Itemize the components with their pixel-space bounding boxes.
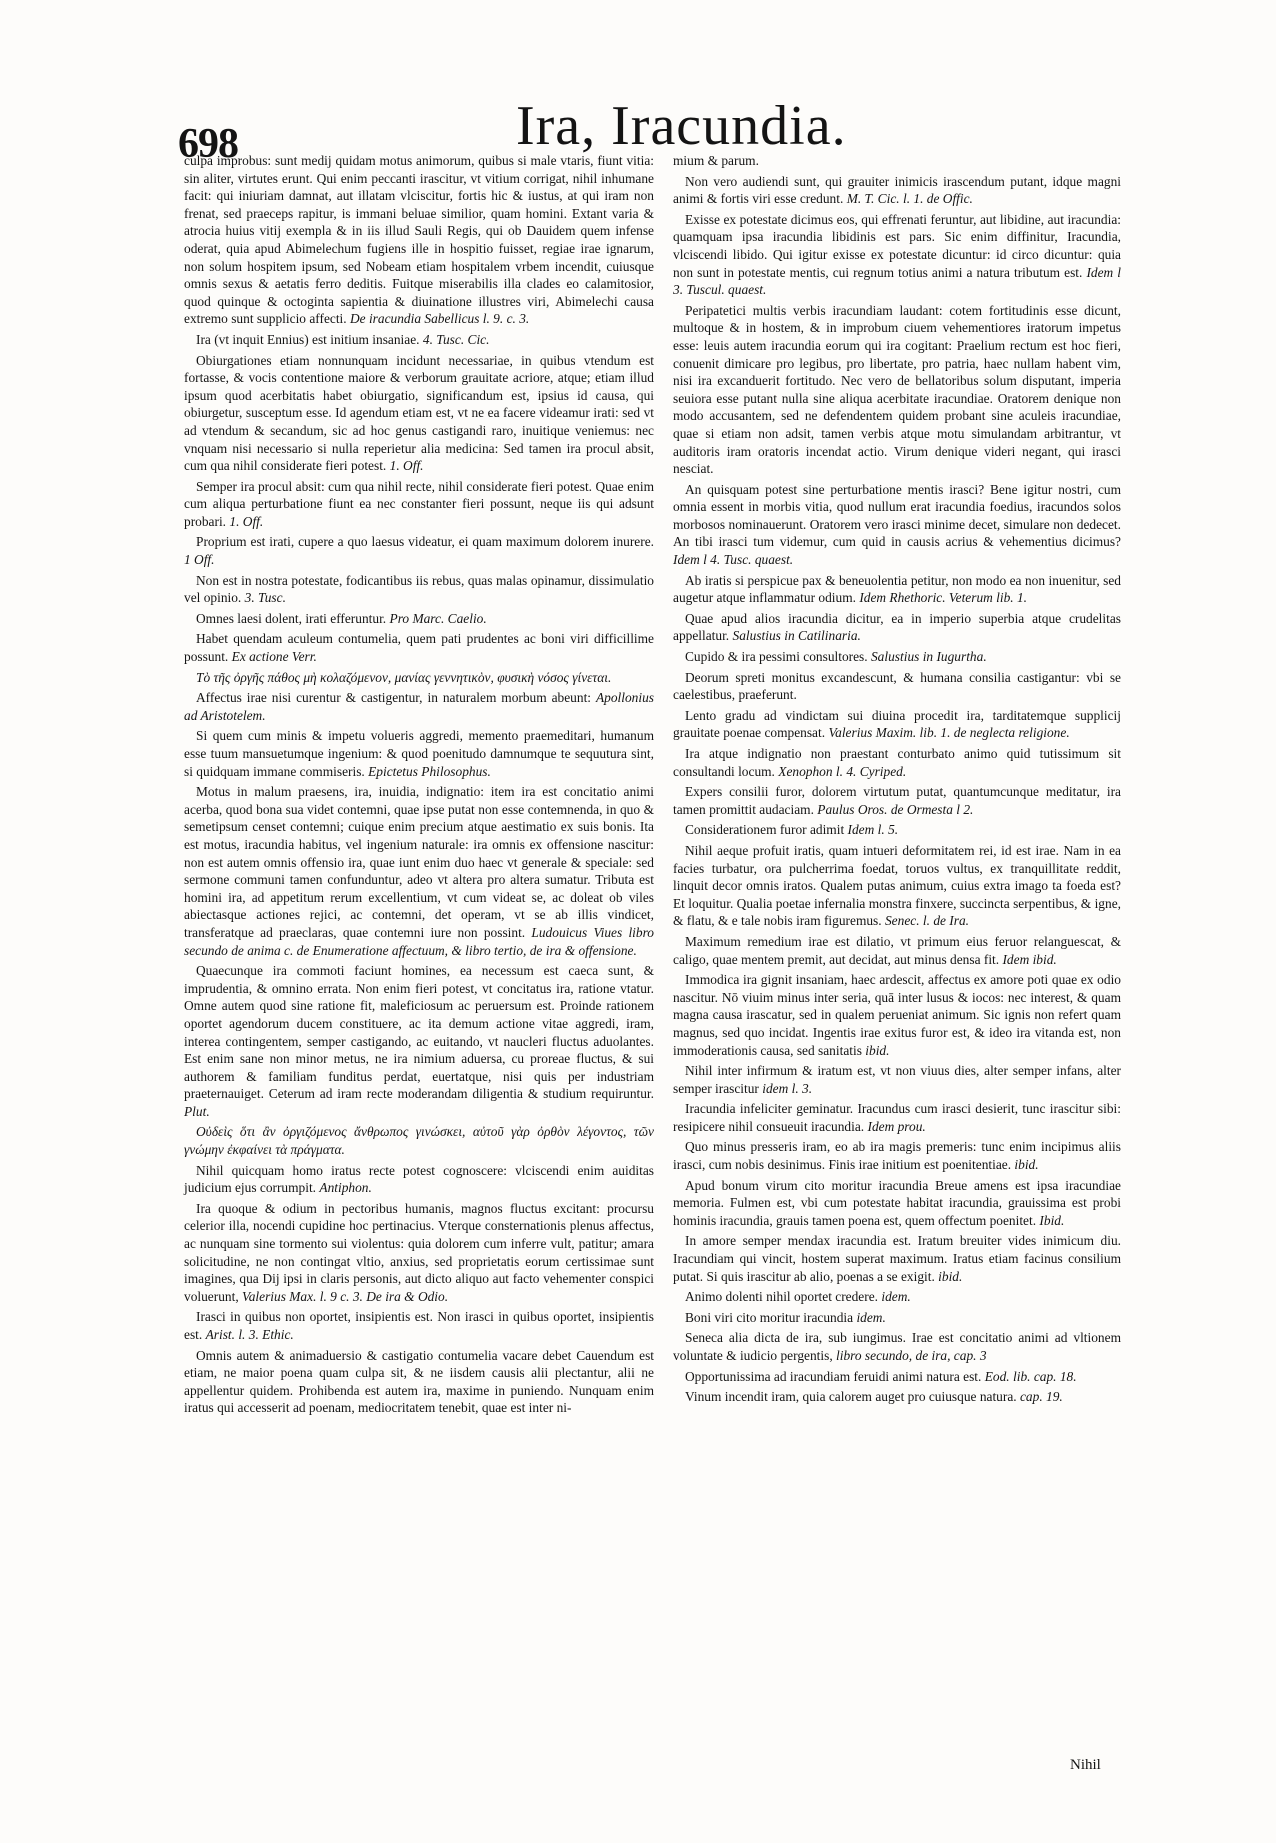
citation: Idem l 4. Tusc. quaest. — [673, 552, 794, 568]
page-number: 698 — [178, 121, 238, 167]
paragraph-text: Expers consilii furor, dolorem virtutum putat, quantumcunque meditatur, ira tamen promittit audaciam. — [673, 784, 1121, 817]
right-column-paragraph — [673, 1138, 1121, 1173]
left-column-paragraph — [184, 331, 654, 349]
left-column-paragraph — [184, 610, 654, 628]
right-column-paragraph — [673, 1177, 1121, 1230]
citation: Antiphon. — [319, 1180, 372, 1196]
right-column-paragraph — [673, 648, 1121, 666]
right-column-paragraph — [673, 481, 1121, 569]
paragraph-text: Οὐδεὶς ὅτι ἂν ὀργιζόμενος ἄνθρωπος γινώσκει, αὐτοῦ γὰρ ὀρθὸν λέγοντος, τῶν γνώμην ἐκφαίνει τὰ πράγματα. — [184, 1124, 654, 1158]
right-column-paragraph — [673, 610, 1121, 645]
paragraph-text: Τὸ τῆς ὀργῆς πάθος μὴ κολαζόμενον, μανίας γεννητικὸν, φυσικὴ νόσος γίνεται. — [196, 669, 612, 685]
right-column-paragraph — [673, 821, 1121, 839]
citation: Idem prou. — [867, 1118, 926, 1134]
right-column-paragraph — [673, 669, 1121, 704]
citation: ibid. — [938, 1268, 963, 1284]
citation: Eod. lib. cap. 18. — [984, 1368, 1077, 1384]
paragraph-text: Immodica ira gignit insaniam, haec ardescit, affectus ex amore poti quae ex odio nascitur. Nō viuim minus inter seria, quā inter lusus & iocos: nec interest, & quam magna causa irascatur, sed in qualem perueniat animum. Sic ignis non refert quam magnus, sed quo incidat. Ingentis irae exitus furor est, & ideo ira vitanda est, non immoderationis causa, sed sanitatis — [673, 972, 1121, 1058]
citation: 3. Tusc. — [244, 590, 286, 606]
citation: Idem Rhethoric. Veterum lib. 1. — [859, 590, 1028, 606]
left-column-paragraph — [184, 962, 654, 1120]
left-column-paragraph — [184, 352, 654, 475]
paragraph-text: Affectus irae nisi curentur & castigentur, in naturalem morbum abeunt: — [196, 690, 592, 706]
paragraph-text: Maximum remedium irae est dilatio, vt primum eius feruor relanguescat, & caligo, quae mentem premit, aut decidat, aut minus densa fit. — [673, 933, 1121, 967]
right-column-paragraph — [673, 173, 1121, 208]
citation: Idem l. 5. — [847, 822, 899, 838]
citation: Salustius in Iugurtha. — [870, 649, 987, 665]
paragraph-text: Apud bonum virum cito moritur iracundia Breue amens est ipsa iracundiae memoria. Fulmen est, vbi cum potestate habitat iracundia, grauissima est probi hominis iracundia, grauis tamen poena est, quem offectum poenitet. — [673, 1177, 1121, 1228]
paragraph-text: Opportunissima ad iracundiam feruidi animi natura est. — [685, 1368, 982, 1384]
paragraph-text: Proprium est irati, cupere a quo laesus videatur, ei quam maximum dolorem inurere. — [196, 534, 654, 550]
right-column-paragraph — [673, 211, 1121, 299]
citation: 1. Off. — [229, 513, 264, 529]
left-column-paragraph — [184, 669, 654, 687]
citation: Valerius Maxim. lib. 1. de neglecta religione. — [828, 725, 1070, 741]
right-column-paragraph — [673, 707, 1121, 742]
right-column-paragraph — [673, 1062, 1121, 1097]
citation: Apollonius ad Aristotelem. — [184, 690, 654, 723]
paragraph-text: Quo minus presseris iram, eo ab ira magis premeris: tunc enim incipimus aliis irasci, cum nobis desinimus. Finis irae initium est poenitentiae. — [673, 1139, 1121, 1173]
paragraph-text: Nihil quicquam homo iratus recte potest cognoscere: vlciscendi enim auiditas judicium ejus corrumpit. — [184, 1162, 654, 1196]
citation: ibid. — [1014, 1157, 1039, 1173]
right-column-paragraph — [673, 1288, 1121, 1306]
right-column-paragraph — [673, 1309, 1121, 1327]
paragraph-text: Ab iratis si perspicue pax & beneuolentia petitur, non modo ea non inuenitur, sed augetur atque inflammatur odium. — [673, 572, 1121, 606]
paragraph-text: Habet quendam aculeum contumelia, quem pati prudentes ac boni viri difficillime possunt. — [184, 631, 654, 665]
citation: libro secundo, de ira, cap. 3 — [836, 1348, 987, 1363]
citation: Xenophon l. 4. Cyriped. — [778, 763, 907, 779]
citation: 4. Tusc. Cic. — [422, 331, 490, 347]
paragraph-text: Obiurgationes etiam nonnunquam incidunt necessariae, in quibus vtendum est fortasse, & vocis contentione maiore & verborum grauitate acriore, atque; etiam illud ipsum quod acerbitatis habet obiurgatio, significandum est, ipsius id causa, qui obiurgetur, susceptum esse. Id agendum etiam est, vt ne ea facere videamur irati: sed vt ad vtendum & secandum, sic ad hoc genus castigandi raro, inuitique veniemus: nec vnquam nisi necessario si nulla reperietur alia medicina: Sed tamen ira procul absit, cum qua nihil considerate fieri potest. — [184, 352, 654, 474]
paragraph-text: Lento gradu ad vindictam sui diuina procedit ira, tarditatemque supplicij grauitate poenae compensat. — [673, 707, 1121, 741]
left-column-paragraph — [184, 1308, 654, 1343]
paragraph-text: Cupido & ira pessimi consultores. — [685, 649, 868, 665]
citation: Plut. — [184, 1103, 210, 1119]
citation: Ex actione Verr. — [231, 649, 317, 665]
right-column-paragraph — [673, 842, 1121, 930]
paragraph-text: Peripatetici multis verbis iracundiam laudant: cotem fortitudinis esse dicunt, multoque & in hostem, & in improbum ciuem vehementiores iratorum impetus esse: leuis autem iracundia eorum qui ira cogitant: Praelium rectum est hoc fieri, conuenit dimicare pro legibus, pro libertate, pro patria, haec nullam habent vim, nisi ira excanduerit fortitudo. Nec vero de bellatoribus solum disputant, imperia seuiora esse putant nulla sine aliqua acerbitate iracundiae. Oratorem denique non modo accusantem, sed ne defendentem quidem probant sine aculeis iracundiae, quae si etiam non adsit, tamen verbis atque motu simulandam arbitrantur, vt auditoris iram oratoris incendat actio. Virum denique videri negant, qui irasci nesciat. — [673, 302, 1121, 477]
paragraph-text: Ira atque indignatio non praestant conturbato animo quid tutissimum sit consultandi locum. — [673, 746, 1121, 779]
right-column-paragraph — [673, 1368, 1121, 1386]
paragraph-text: Ira (vt inquit Ennius) est initium insaniae. — [196, 331, 420, 347]
right-column-paragraph — [673, 1232, 1121, 1285]
citation: Ludouicus Viues libro secundo de anima c. de Enumeratione affectuum, & libro tertio, de ira & offensione. — [184, 924, 654, 958]
citation: idem. — [856, 1309, 886, 1325]
paragraph-text: Omnes laesi dolent, irati efferuntur. — [196, 610, 387, 626]
left-column-paragraph — [184, 1200, 654, 1306]
left-column-paragraph — [184, 630, 654, 665]
right-column — [673, 152, 1121, 1409]
left-column-paragraph — [184, 1162, 654, 1197]
right-column-paragraph — [673, 1388, 1121, 1406]
paragraph-text: Nihil aeque profuit iratis, quam intueri deformitatem rei, id est irae. Nam in ea facies turbatur, ora pulcherrima foedat, toruos vultus, ex tranquillitate reddit, linquit decor omnis iratos. Qualem putas animum, cuius extra imago ta foeda est? Et loquitur. Qualia poetae infernalia monstra finxere, succincta serpentibus, & igne, & flatu, & e tale nobis iram figuremus. — [673, 842, 1121, 929]
paragraph-text: Boni viri cito moritur iracundia — [685, 1309, 854, 1325]
citation: ibid. — [865, 1042, 890, 1058]
paragraph-text: Quaecunque ira commoti faciunt homines, ea necessum est caeca sunt, & imprudentia, & omnino errata. Non enim fieri potest, vt concitatus ira, ratione vtatur. Omne autem quod sine ratione fit, maleficiosum ac peruersum est. Proinde rationem oportet agendorum ducem constituere, ac ita demum actione vitae aggredi, iram, interea contingentem, semper castigando, ac euitando, vt naucleri fluctus aduolantes. Est enim sane non minor metus, ne ira nimium aduersa, cu proreae fluctus, & sui authorem & familiam funditus perdat, euertatque, nisi quis per industriam praeternauiget. Ceterum ad iram recte moderandam diligentia & studium requiruntur. — [184, 963, 654, 1102]
citation: Idem ibid. — [1002, 951, 1057, 967]
paragraph-text: Considerationem furor adimit — [685, 822, 845, 838]
citation: De iracundia Sabellicus l. 9. c. 3. — [350, 311, 530, 327]
paragraph-text: Non vero audiendi sunt, qui grauiter inimicis irascendum putant, idque magni animi & fortis viri esse credunt. — [673, 173, 1121, 207]
citation: Epictetus Philosophus. — [368, 763, 491, 779]
paragraph-text: mium & parum. — [673, 153, 759, 168]
citation: M. T. Cic. l. 1. de Offic. — [846, 191, 973, 207]
citation: Paulus Oros. de Ormesta l 2. — [817, 801, 974, 817]
paragraph-text: Iracundia infeliciter geminatur. Iracundus cum irasci desierit, tunc irascitur sibi: resipicere nihil consueuit iracundia. — [673, 1101, 1121, 1134]
citation: Salustius in Catilinaria. — [732, 628, 861, 644]
left-column-paragraph — [184, 478, 654, 531]
citation: cap. 19. — [1019, 1389, 1063, 1405]
citation: 1. Off. — [389, 458, 424, 474]
citation: idem. — [881, 1289, 911, 1305]
paragraph-text: Semper ira procul absit: cum qua nihil recte, nihil considerate fieri potest. Quae enim cum aliqua perturbatione fiunt ea nec constanter fieri possunt, neque iis qui adsunt probari. — [184, 478, 654, 529]
paragraph-text: Irasci in quibus non oportet, insipientis est. Non irasci in quibus oportet, insipientis est. — [184, 1309, 654, 1342]
paragraph-text: Deorum spreti monitus excandescunt, & humana consilia castigantur: vbi se caelestibus, praeferunt. — [673, 669, 1121, 703]
catch-word: Nihil — [1070, 1757, 1101, 1773]
left-column-paragraph — [184, 572, 654, 607]
citation: Pro Marc. Caelio. — [389, 610, 487, 626]
running-head: Ira, Iracundia. — [516, 95, 847, 157]
paragraph-text: Omnis autem & animaduersio & castigatio contumelia vacare debet Cauendum est etiam, ne maior poena quam culpa sit, & ne iisdem causis alii plectantur, alii ne appellentur quidem. Prohibenda est autem ira, maxime in puniendo. Nunquam enim iratus qui accesserit ad poenam, mediocritatem tenebit, quae est inter ni- — [184, 1347, 654, 1416]
right-column-paragraph — [673, 1329, 1121, 1364]
paragraph-text: Vinum incendit iram, quia calorem auget pro cuiusque natura. — [685, 1389, 1017, 1405]
citation: idem l. 3. — [762, 1080, 813, 1096]
left-column-paragraph — [184, 152, 654, 328]
paragraph-text: Nihil inter infirmum & iratum est, vt non viuus dies, alter semper infans, alter semper irascitur — [673, 1063, 1121, 1096]
left-column-paragraph — [184, 689, 654, 724]
paragraph-text: In amore semper mendax iracundia est. Iratum breuiter vides inimicum diu. Iracundiam qui vincit, hostem superat maximum. Iratus etiam facinus consilium putat. Si quis irascitur ab alio, poenas a se exigit. — [673, 1233, 1121, 1284]
right-column-paragraph — [673, 572, 1121, 607]
right-column-paragraph — [673, 783, 1121, 818]
citation: Ibid. — [1039, 1212, 1065, 1228]
paragraph-text: culpa improbus: sunt medij quidam motus animorum, quibus si male vtaris, fiunt vitia: sin aliter, virtutes erunt. Qui enim peccanti irascitur, vt vitium corrigat, nihil inhumane facit: qui iniuriam damnat, aut illatam vlciscitur, fortis hic & iustus, at qui iram non frenat, sed praeceps rapitur, is immani beluae similior, quam homini. Extant varia & atrocia huius vitij exempla & in iis illud Sauli Regis, qui ob Dauidem quem infense oderat, quia apud Abimelechum fugiens ille in hospitio fuisset, regiae irae ignarum, non solum hospitem ipsum, sed Nobeam etiam hospitalem vrbem incendit, cuiusque omnis sexus & aetatis ferro deditis. Fuitque miserabilis illa clades eo calamitosior, quod quinque & octoginta sapientia & diuinatione illustres viri, Abimelechi causa extremo sunt supplicio affecti. — [184, 153, 654, 327]
left-column-paragraph — [184, 533, 654, 568]
left-column-paragraph — [184, 1123, 654, 1158]
right-column-paragraph — [673, 302, 1121, 478]
paragraph-text: Exisse ex potestate dicimus eos, qui effrenati feruntur, aut libidine, aut iracundia: quamquam ipsa iracundia libidinis est pars. Sic enim diffinitur, Iracundia, vlciscendi libido. Qui igitur exisse ex potestate dicuntur: id circo dicuntur: quia non sunt in potestate mentis, cui regnum totius animi a natura tributum est. — [673, 211, 1121, 280]
right-column-paragraph — [673, 152, 1121, 170]
right-column-paragraph — [673, 745, 1121, 780]
left-column-paragraph — [184, 727, 654, 780]
right-column-paragraph — [673, 933, 1121, 968]
paragraph-text: Si quem cum minis & impetu volueris aggredi, memento praemeditari, humanum esse tuum mansuetumque ingenium: & quod poenitudo damnumque te sequutura sint, si quidquam immane commiseris. — [184, 728, 654, 779]
right-column-paragraph — [673, 971, 1121, 1059]
citation: Valerius Max. l. 9 c. 3. De ira & Odio. — [242, 1288, 449, 1304]
citation: 1 Off. — [184, 552, 215, 568]
citation: Senec. l. de Ira. — [884, 913, 970, 929]
citation: Arist. l. 3. Ethic. — [205, 1327, 294, 1342]
paragraph-text: An quisquam potest sine perturbatione mentis irasci? Bene igitur nostri, cum omnia essent in morbis vitia, quod nullum erat iracundia foedius, iracundos solos morbosos nominauerunt. Oratorem vero irasci minime decet, simulare non dedecet. An tibi irasci tum videmur, cum quid in causis acrius & vehementius dicimus? — [673, 481, 1121, 550]
paragraph-text: Ira quoque & odium in pectoribus humanis, magnos fluctus excitant: procursu celerior illa, nocendi cupidine hoc pertinacius. Vterque consternationis plenus affectus, ac nunquam sine tormento sui violentus: quia dolorem cum inferre vult, patitur; amara solicitudine, ne non contingat vltio, anxius, sed proprietatis eorum certissimae sunt imagines, qua Dij ipsi in claris personis, aut dicto aliquo aut facto vehementer conspici voluerunt, — [184, 1200, 654, 1304]
left-column — [184, 152, 654, 1420]
paragraph-text: Seneca alia dicta de ira, sub iungimus. Irae est concitatio animi ad vltionem voluntate & iudicio pergentis, — [673, 1330, 1121, 1363]
paragraph-text: Motus in malum praesens, ira, inuidia, indignatio: item ira est concitatio animi acerba, quod bona sua videt contemni, quae ipse putat non esse contemnenda, in quo & semetipsum censet contemni; cuique enim precium atque aestimatio ex suis bonis. Ita est motus, iracundia habitus, vel ingenium naturale: ira omnis ex offensione nascitur: non est autem omnis offensio ira, quae iunt enim duo haec vt generale & speciale: sed sermone communi tamen confunduntur, adeo vt altera pro altera sumatur. Tributa est homini ira, ad appetitum rerum excellentium, vt cum videat se, ac doleat ob viles abiectasque actiones rejici, ac contemni, det operam, vt se ab illis vindicet, transferatque ad praeclaras, quae contemni iure non possint. — [184, 784, 654, 940]
citation: Idem l 3. Tuscul. quaest. — [673, 264, 1121, 298]
left-column-paragraph — [184, 783, 654, 959]
paragraph-text: Non est in nostra potestate, fodicantibus iis rebus, quas malas opinamur, dissimulatio vel opinio. — [184, 572, 654, 606]
paragraph-text: Animo dolenti nihil oportet credere. — [685, 1289, 878, 1305]
paragraph-text: Quae apud alios iracundia dicitur, ea in imperio superbia atque crudelitas appellatur. — [673, 610, 1121, 644]
left-column-paragraph — [184, 1347, 654, 1417]
right-column-paragraph — [673, 1100, 1121, 1135]
